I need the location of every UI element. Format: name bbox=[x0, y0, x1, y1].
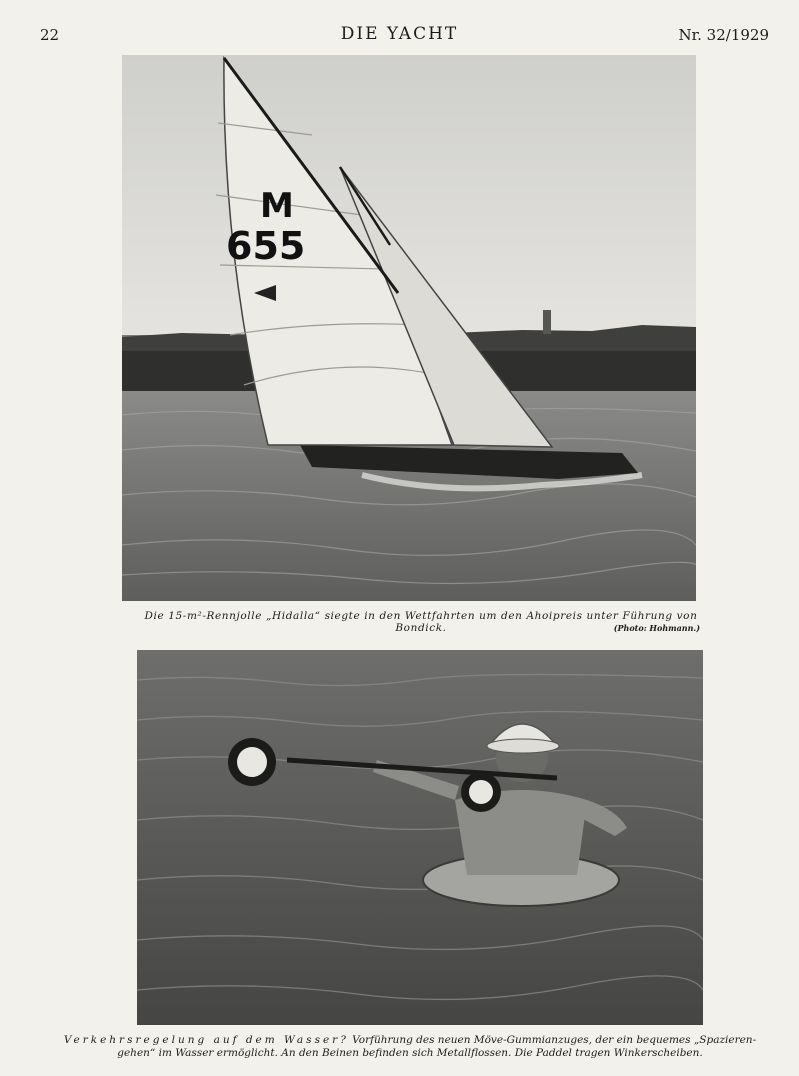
photo2-caption-lead: Verkehrsregelung auf dem Wasser? bbox=[63, 1034, 349, 1046]
sailboat-photo bbox=[122, 55, 696, 601]
magazine-title: DIE YACHT bbox=[340, 24, 459, 44]
sailboat-illustration bbox=[122, 55, 696, 601]
sail-letter: M bbox=[260, 186, 294, 226]
water-suit-illustration bbox=[137, 650, 703, 1025]
helmet-brim bbox=[487, 739, 559, 753]
water-suit-photo bbox=[137, 650, 703, 1025]
signal-disc-right-face bbox=[469, 780, 493, 804]
lake-water bbox=[137, 650, 703, 1025]
photo1-caption: Die 15-m²-Rennjolle „Hidalla“ siegte in den Wettfahrten um den Ahoipreis unter Führung von Bondick. bbox=[144, 610, 698, 634]
page-number: 22 bbox=[40, 26, 60, 44]
photo2-caption bbox=[60, 1034, 760, 1060]
photo1-credit: (Photo: Hohmann.) bbox=[613, 623, 700, 633]
issue-number: Nr. 32/1929 bbox=[678, 26, 769, 44]
page-header bbox=[0, 22, 799, 46]
sail-number: 655 bbox=[226, 224, 306, 268]
tower bbox=[543, 310, 551, 334]
photo2-caption-text: Vorführung des neuen Möve-Gummianzuges, der ein bequemes „Spazieren-gehen“ im Wasser ermöglicht. An den Beinen befinden sich Metallflossen. Die Paddel tragen Winkerscheiben. bbox=[117, 1034, 757, 1059]
signal-disc-left-face bbox=[237, 747, 267, 777]
